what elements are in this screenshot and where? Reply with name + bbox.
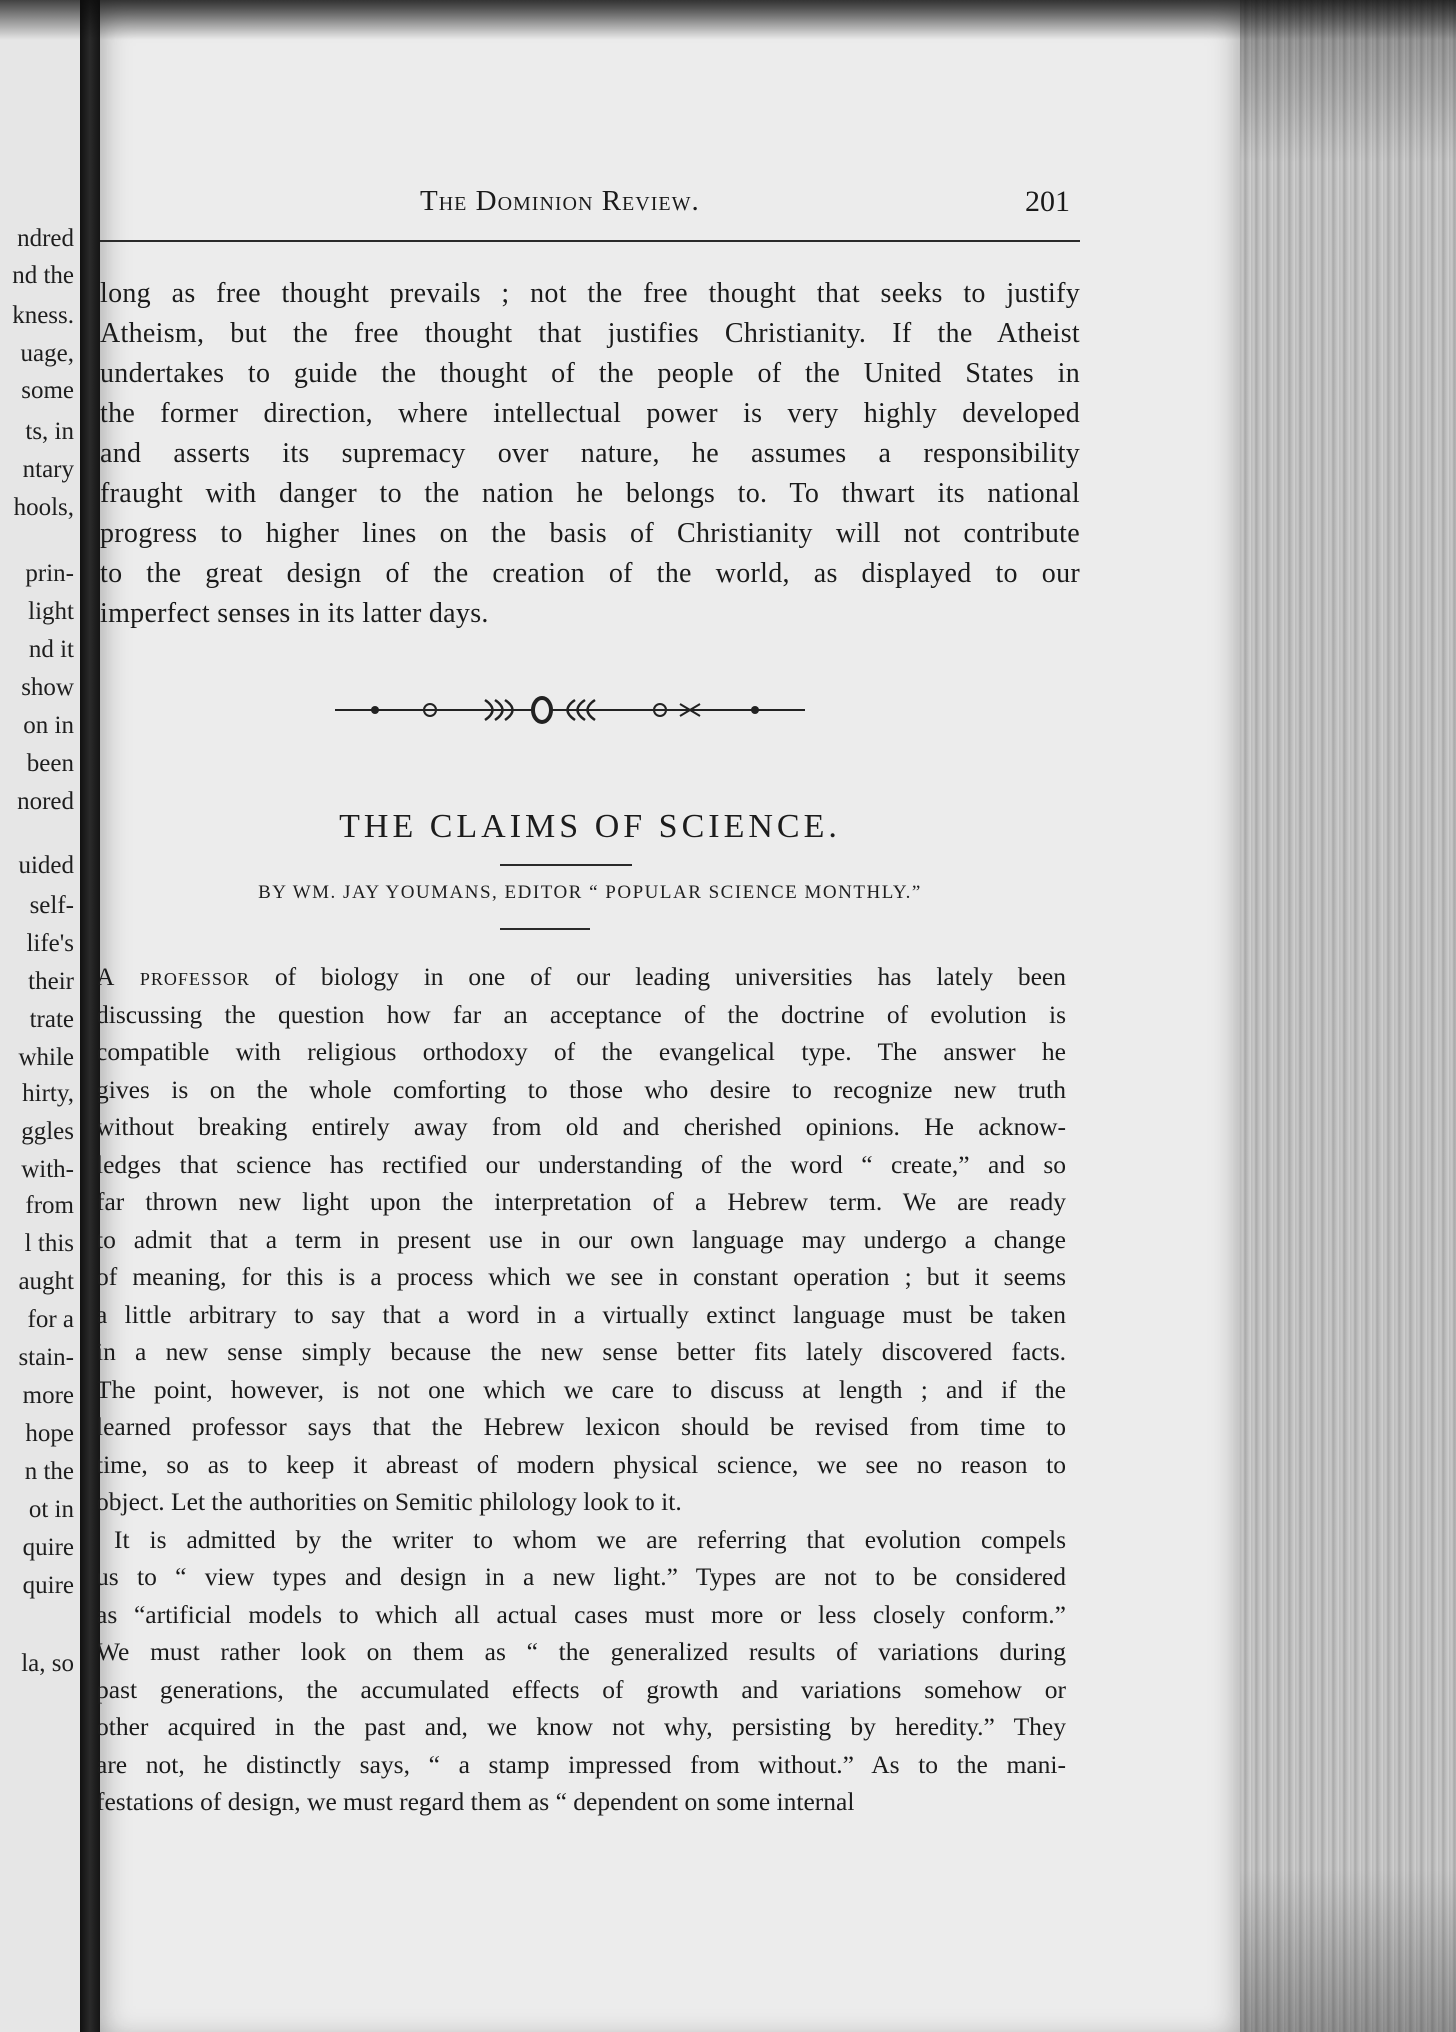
page-number: 201 (1025, 185, 1070, 218)
running-title: The Dominion Review. (420, 185, 700, 217)
facing-page-text: trate (29, 1006, 74, 1033)
text-line: without breaking entirely away from old and cherished opinions. He acknow- (96, 1112, 1066, 1141)
article-body (96, 958, 1066, 1821)
facing-page-text: their (28, 968, 74, 995)
facing-page-text: hirty, (22, 1080, 74, 1107)
facing-page-text: been (26, 750, 74, 777)
text-line: a little arbitrary to say that a word in a virtually extinct language must be taken (96, 1299, 1066, 1329)
facing-page-text: life's (26, 930, 74, 957)
facing-page-text: ggles (21, 1118, 74, 1145)
text-line: festations of design, we must regard them as “ dependent on some internal (96, 1787, 855, 1816)
facing-page-text: quire (22, 1572, 74, 1599)
facing-page-text: ot in (28, 1496, 74, 1523)
text-line: We must rather look on them as “ the generalized results of variations during (96, 1637, 1066, 1666)
text-line: to admit that a term in present use in our own language may undergo a change (96, 1224, 1066, 1254)
facing-page-text: l this (24, 1230, 74, 1257)
text-line: undertakes to guide the thought of the people of the United States in (100, 358, 1080, 389)
text-line: long as free thought prevails ; not the free thought that seeks to justify (100, 278, 1080, 309)
text-line: gives is on the whole comforting to those who desire to recognize new truth (96, 1074, 1066, 1104)
text-line (96, 958, 1066, 996)
facing-page-text: for a (27, 1306, 74, 1333)
facing-page-text: kness. (12, 302, 74, 329)
facing-page-text: nd it (28, 636, 74, 663)
text-line: discussing the question how far an acceptance of the doctrine of evolution is (96, 999, 1066, 1029)
text-line: far thrown new light upon the interpretation of a Hebrew term. We are ready (96, 1187, 1066, 1216)
text-line: are not, he distinctly says, “ a stamp impressed from without.” As to the mani- (96, 1749, 1066, 1779)
text-line: object. Let the authorities on Semitic philology look to it. (96, 1487, 682, 1516)
text-line: past generations, the accumulated effects of growth and variations somehow or (96, 1674, 1066, 1704)
text-line: of meaning, for this is a process which we see in constant operation ; but it seems (96, 1262, 1066, 1291)
facing-page-text: uage, (20, 340, 74, 367)
lead-line-rest: of biology in one of our leading universities has lately been (249, 962, 1066, 991)
facing-page-text: aught (18, 1268, 74, 1295)
text-line: the former direction, where intellectual power is very highly developed (100, 398, 1080, 429)
text-line: and asserts its supremacy over nature, he assumes a responsibility (100, 438, 1080, 469)
article-title: THE CLAIMS OF SCIENCE. (339, 808, 841, 845)
text-line: progress to higher lines on the basis of Christianity will not contribute (100, 518, 1080, 549)
facing-page-text: some (21, 377, 74, 404)
facing-page-text: hools, (13, 494, 74, 521)
facing-page-text: while (18, 1044, 74, 1071)
text-line: to the great design of the creation of the world, as displayed to our (100, 558, 1080, 589)
top-shadow (0, 0, 1456, 40)
text-line: Atheism, but the free thought that justifies Christianity. If the Atheist (100, 318, 1080, 349)
byline-rule (500, 928, 590, 930)
lead-small-caps: A professor (96, 962, 250, 991)
ornament-divider (335, 690, 805, 730)
facing-page-text: prin- (25, 560, 74, 587)
facing-page-text: show (21, 674, 74, 701)
facing-page-text: n the (24, 1458, 74, 1485)
text-line: other acquired in the past and, we know not why, persisting by heredity.” They (96, 1712, 1066, 1741)
text-line: in a new sense simply because the new sense better fits lately discovered facts. (96, 1337, 1066, 1366)
facing-page-text: light (28, 598, 74, 625)
facing-page-text: self- (29, 892, 74, 919)
facing-page-text: nored (17, 788, 74, 815)
facing-page-text: on in (23, 712, 74, 739)
facing-page-text: stain- (18, 1344, 74, 1371)
continuation-paragraph (100, 274, 1080, 634)
article-byline: BY WM. JAY YOUMANS, EDITOR “ POPULAR SCIENCE MONTHLY.” (258, 882, 922, 903)
facing-page-text: more (22, 1382, 74, 1409)
facing-page-text: nd the (12, 262, 74, 289)
facing-page-text: from (25, 1192, 74, 1219)
title-rule (500, 864, 632, 866)
text-line: It is admitted by the writer to whom we are referring that evolution compels (114, 1524, 1066, 1554)
text-line: The point, however, is not one which we care to discuss at length ; and if the (96, 1374, 1066, 1404)
text-line: compatible with religious orthodoxy of the evangelical type. The answer he (96, 1037, 1066, 1066)
paragraph-2 (96, 1521, 1066, 1821)
facing-page-fragment (0, 0, 80, 2032)
book-page-edges (1240, 0, 1456, 2032)
facing-page-text: quire (22, 1534, 74, 1561)
text-line: us to “ view types and design in a new light.” Types are not to be considered (96, 1562, 1066, 1591)
facing-page-text: hope (25, 1420, 74, 1447)
facing-page-text: uided (18, 852, 74, 879)
facing-page-text: ndred (17, 225, 74, 252)
facing-page-text: with- (21, 1156, 74, 1183)
text-line: imperfect senses in its latter days. (100, 598, 489, 629)
text-line: fraught with danger to the nation he belongs to. To thwart its national (100, 478, 1080, 509)
facing-page-text: la, so (21, 1650, 74, 1677)
text-line: time, so as to keep it abreast of modern physical science, we see no reason to (96, 1449, 1066, 1479)
text-line: learned professor says that the Hebrew lexicon should be revised from time to (96, 1412, 1066, 1441)
text-line: ledges that science has rectified our understanding of the word “ create,” and so (96, 1149, 1066, 1179)
facing-page-text: ts, in (25, 418, 74, 445)
text-line: as “artificial models to which all actual cases must more or less closely conform.” (96, 1599, 1066, 1629)
facing-page-text: ntary (22, 456, 74, 483)
header-rule (100, 240, 1080, 242)
paragraph-1 (96, 996, 1066, 1521)
